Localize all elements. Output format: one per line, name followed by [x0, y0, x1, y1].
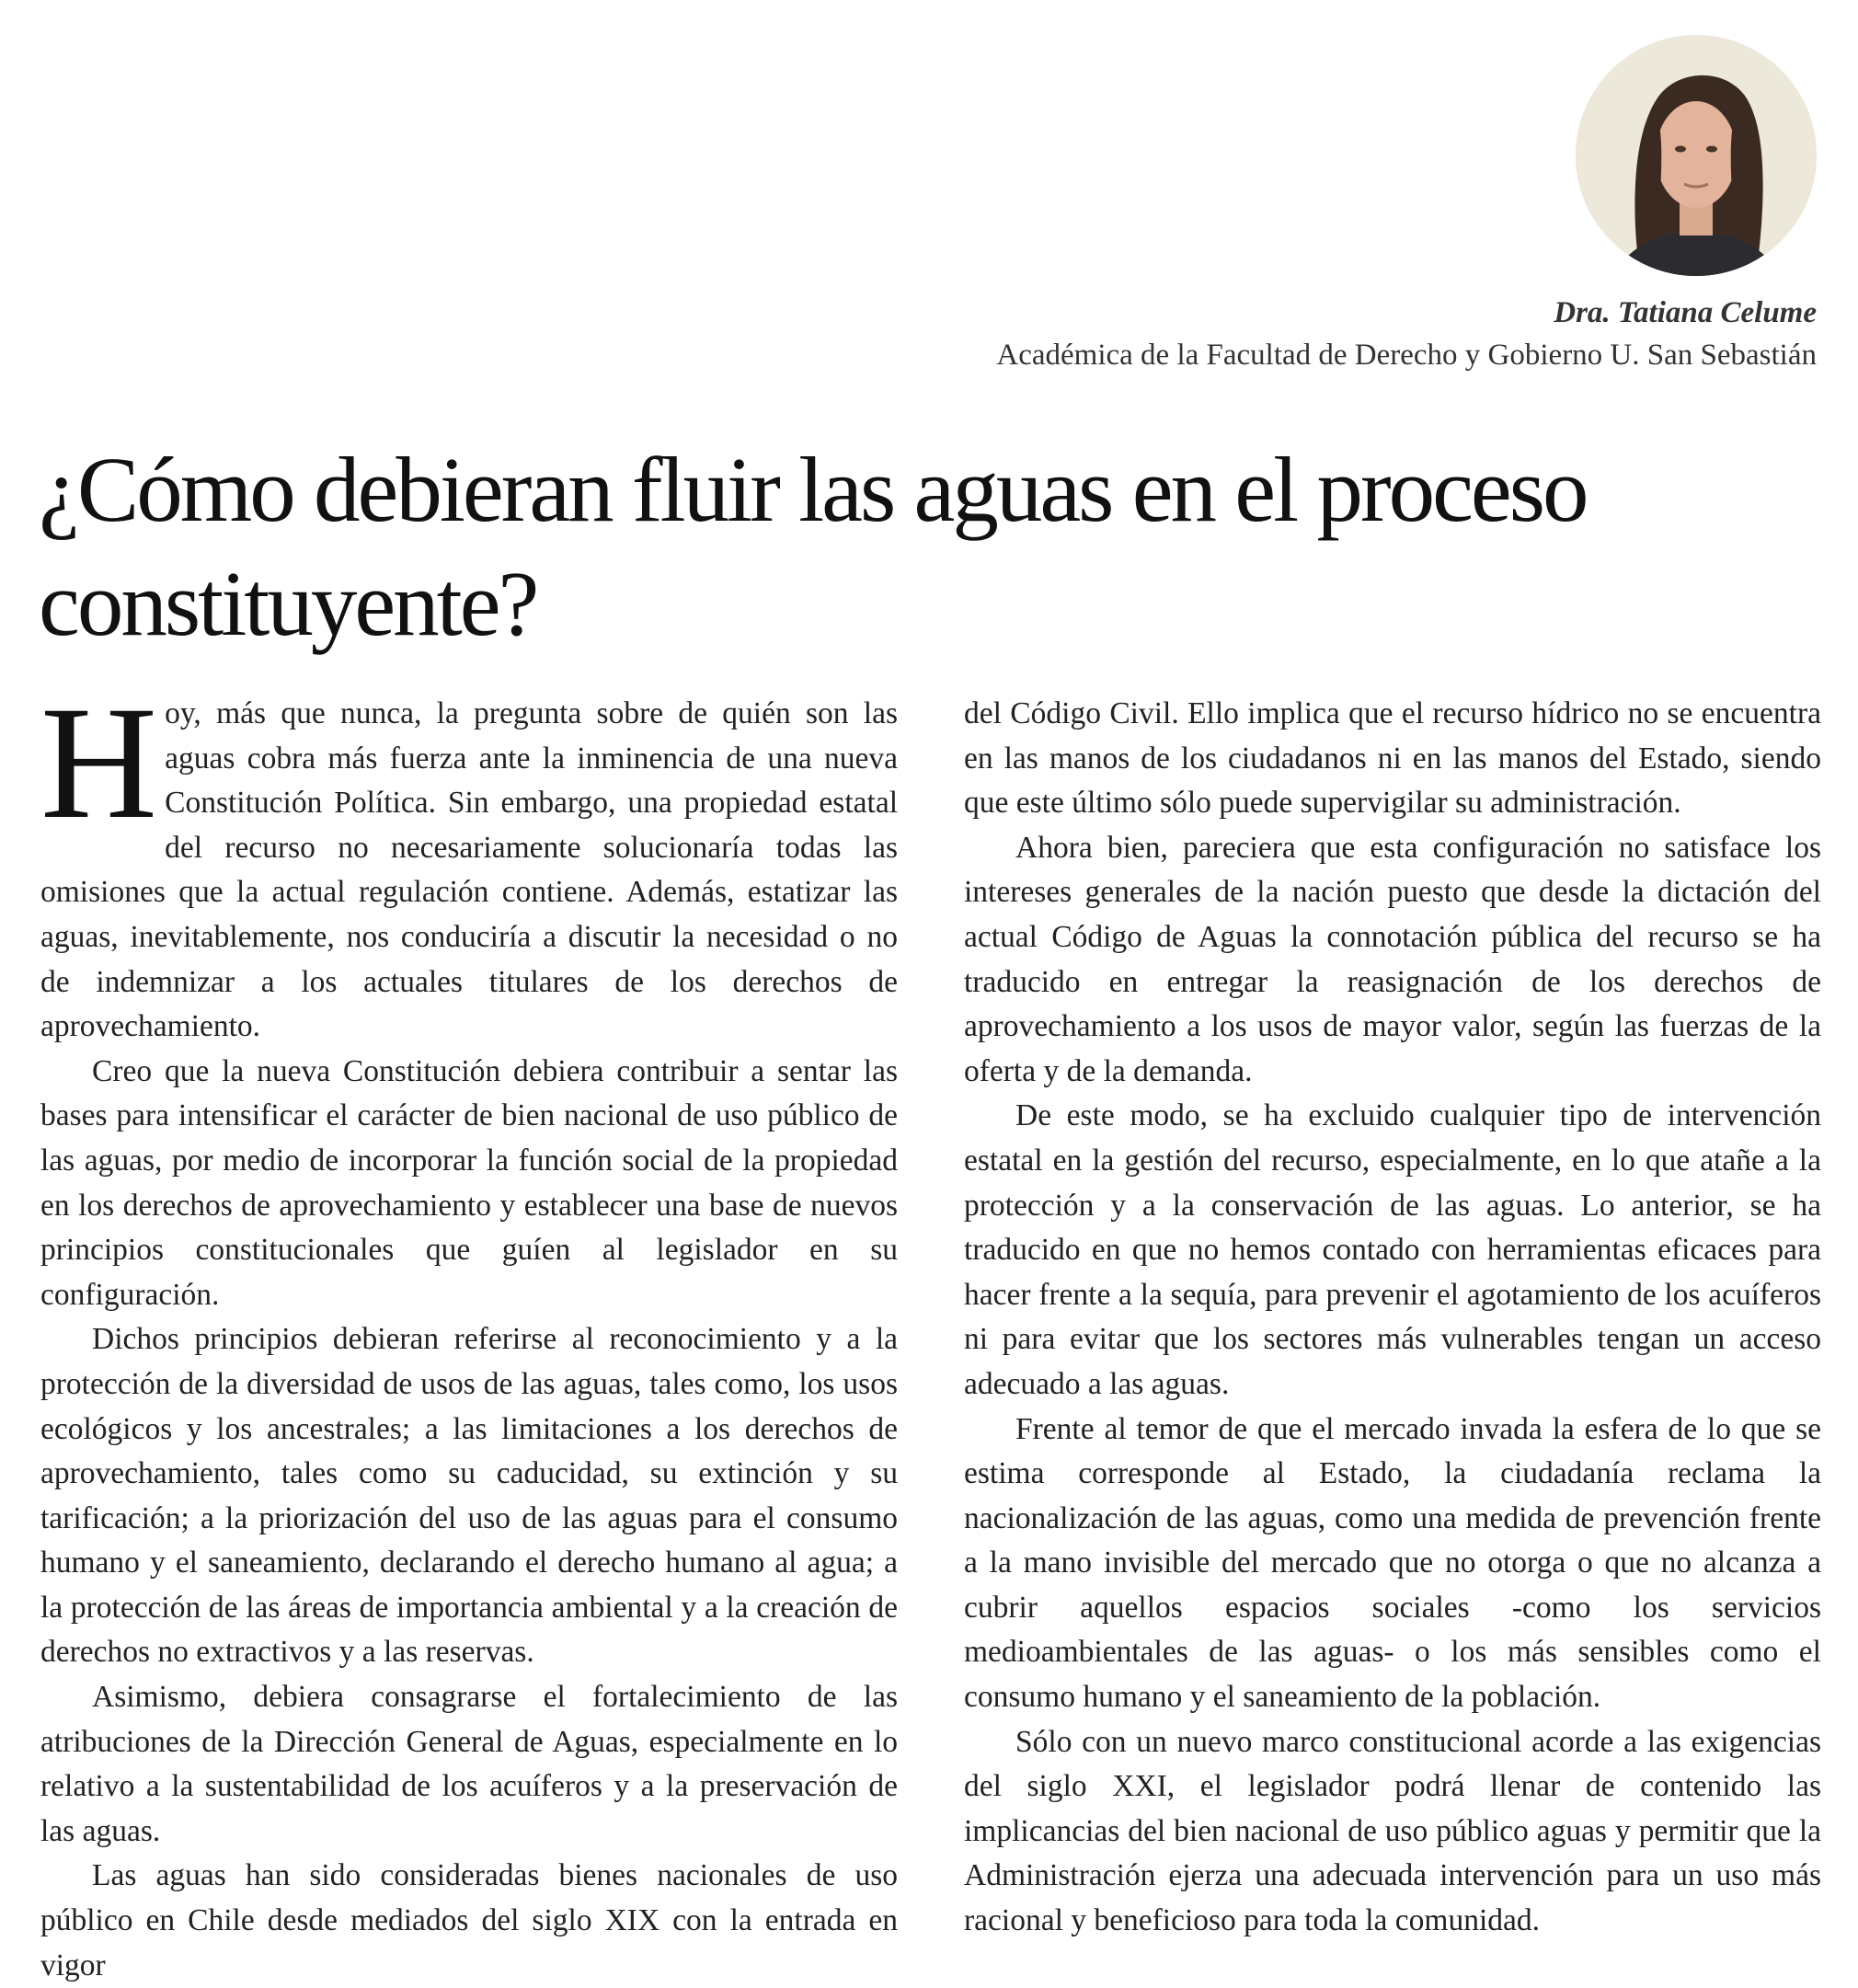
- article-paragraph: Asimismo, debiera consagrarse el fortalecimiento de las atribuciones de la Dirección General de Aguas, especialmente en lo relativo a la sustentabilidad de los acuíferos y a la preservación de las aguas.: [40, 1680, 898, 1848]
- headline: ¿Cómo debieran fluir las aguas en el proceso constituyente?: [39, 438, 1587, 655]
- article-paragraph: Sólo con un nuevo marco constitucional acorde a las exigencias del siglo XXI, el legislador podrá llenar de contenido las implicancias del bien nacional de uso público aguas y permitir que la Administración ejerza una adecuada intervención para un uso más racional y beneficioso para toda la comunidad.: [964, 1724, 1821, 1938]
- article-paragraph: Hoy, más que nunca, la pregunta sobre de quién son las aguas cobra más fuerza ante la inminencia de una nueva Constitución Política. Sin embargo, una propiedad estatal del recurso no necesariamente solucionaría todas las omisiones que la actual regulación contiene. Además, estatizar las aguas, inevitablemente, nos conduciría a discutir la necesidad o no de indemnizar a los actuales titulares de los derechos de aprovechamiento.: [40, 673, 898, 1044]
- author-photo: [1576, 35, 1817, 276]
- author-name: Dra. Tatiana Celume: [1554, 296, 1817, 329]
- article-paragraph: Ahora bien, pareciera que esta configuración no satisface los intereses generales de la nación puesto que desde la dictación del actual Código de Aguas la connotación pública del recurso se ha traducido en entregar la reasignación de los derechos de aprovechamiento a los usos de mayor valor, según las fuerzas de la oferta y de la demanda.: [964, 830, 1821, 1088]
- byline: [996, 293, 1817, 377]
- article-paragraph: Frente al temor de que el mercado invada la esfera de lo que se estima corresponde al Estado, la ciudadanía reclama la nacionalización de las aguas, como una medida de prevención frente a la mano invisible del mercado que no otorga o que no alcanza a cubrir aquellos espacios sociales -como los servicios medioambientales de las aguas- o los más sensibles como el consumo humano y el saneamiento de la población.: [964, 1411, 1821, 1715]
- article-body: [40, 673, 1821, 1982]
- article-column-right: [964, 692, 1821, 1943]
- author-role: Académica de la Facultad de Derecho y Gobierno U. San Sebastián: [996, 339, 1817, 372]
- article-column-left: [40, 673, 898, 1982]
- article-paragraph: De este modo, se ha excluido cualquier tipo de intervención estatal en la gestión del recurso, especialmente, en lo que atañe a la protección y a la conservación de las aguas. Lo anterior, se ha traducido en que no hemos contado con herramientas eficaces para hacer frente a la sequía, para prevenir el agotamiento de los acuíferos ni para evitar que los sectores más vulnerables tengan un acceso adecuado a las aguas.: [964, 1098, 1821, 1401]
- article-paragraph: Dichos principios debieran referirse al reconocimiento y a la protección de la diversidad de usos de las aguas, tales como, los usos ecológicos y los ancestrales; a las limitaciones a los derechos de aprovechamiento, tales como su caducidad, su extinción y su tarificación; a la priorización del uso de las aguas para el consumo humano y el saneamiento, declarando el derecho humano al agua; a la protección de las áreas de importancia ambiental y a la creación de derechos no extractivos y a las reservas.: [40, 1322, 898, 1670]
- article-paragraph: Creo que la nueva Constitución debiera contribuir a sentar las bases para intensificar el carácter de bien nacional de uso público de las aguas, por medio de incorporar la función social de la propiedad en los derechos de aprovechamiento y establecer una base de nuevos principios constitucionales que guíen al legislador en su configuración.: [40, 1053, 898, 1312]
- article-paragraph: del Código Civil. Ello implica que el recurso hídrico no se encuentra en las manos de los ciudadanos ni en las manos del Estado, siendo que este último sólo puede supervigilar su administración.: [964, 696, 1821, 821]
- article-paragraph: Las aguas han sido consideradas bienes nacionales de uso público en Chile desde mediados del siglo XIX con la entrada en vigor: [40, 1858, 898, 1982]
- drop-cap: H: [40, 673, 158, 853]
